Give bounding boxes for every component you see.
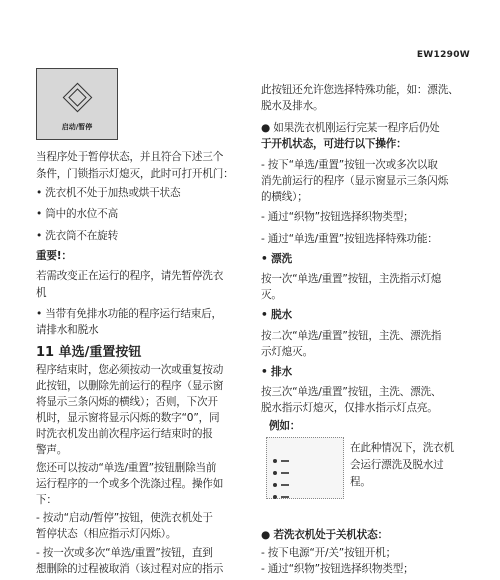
- section-11-heading: 11 单选/重置按钮: [36, 345, 142, 360]
- left-line-1: 条件，门锁指示灯熄灭，此时可打开机门：: [36, 168, 234, 180]
- right-line-17: 脱水指示灯熄灭，仅排水指示灯点亮。: [261, 402, 438, 414]
- right-line-13: 按二次“单选/重置”按钮，主洗、漂洗指: [261, 330, 442, 342]
- left-line-9: 请排水和脱水: [36, 324, 99, 336]
- spin-heading: • 脱水: [261, 309, 292, 321]
- left-bullet-1: • 洗衣机不处于加热或烘干状态: [36, 187, 181, 199]
- left-line-17: 您还可以按动“单选/重置”按钮删除当前: [36, 462, 217, 474]
- right-line-10: 按一次“单选/重置”按钮，主洗指示灯熄: [261, 273, 442, 285]
- left-bullet-2: • 筒中的水位不高: [36, 208, 118, 220]
- left-line-21: 暂停状态（相应指示灯闪烁）。: [36, 528, 177, 540]
- rinse-heading: • 漂洗: [261, 253, 292, 265]
- right-line-11: 灭。: [261, 289, 282, 301]
- left-line-16: 警声。: [36, 444, 68, 456]
- left-line-18: 运行程序的一个或多个洗涤过程。操作如: [36, 478, 224, 490]
- start-pause-icon: [63, 83, 93, 113]
- left-line-12: 此按钮，以删除先前运行的程序（显示窗: [36, 380, 224, 392]
- right-line-1: 脱水及排水。: [261, 100, 324, 112]
- right-line-22: ● 若洗衣机处于关机状态：: [261, 529, 388, 541]
- important-heading: 重要!：: [36, 250, 72, 262]
- left-line-23: 想删除的过程被取消（该过程对应的指示: [36, 563, 224, 575]
- right-line-2: ● 如果洗衣机刚运行完某一程序后仍处: [261, 122, 440, 134]
- start-pause-label: 启动/暂停: [61, 123, 93, 131]
- example-heading: 例如：: [269, 420, 301, 432]
- left-line-11: 程序结束时，您必须按动一次或重复按动: [36, 364, 224, 376]
- right-line-8: - 通过“单选/重置”按钮选择特殊功能：: [261, 233, 438, 245]
- right-line-4: - 按下“单选/重置”按钮一次或多次以取: [261, 159, 438, 171]
- model-number: EW1290W: [416, 50, 470, 60]
- right-line-6: 的横线）；: [261, 191, 308, 203]
- right-line-23: - 按下电源“开/关”按钮开机；: [261, 547, 397, 559]
- left-line-0: 当程序处于暂停状态，并且符合下述三个: [36, 151, 224, 163]
- left-line-7: 机: [36, 287, 47, 299]
- right-line-16: 按三次“单选/重置”按钮，主洗、漂洗、: [261, 386, 442, 398]
- right-line-5: 消先前运行的程序（显示窗显示三条闪烁: [261, 175, 449, 187]
- left-line-14: 机时，显示窗将显示闪烁的数字“0”，同: [36, 412, 220, 424]
- right-line-19: 在此种情况下，洗衣机: [350, 442, 454, 454]
- right-line-0: 此按钮还允许您选择特殊功能，如：漂洗、: [261, 84, 459, 96]
- left-line-19: 下：: [36, 494, 57, 506]
- left-line-15: 时洗衣机发出前次程序运行结束时的报: [36, 428, 213, 440]
- drain-heading: • 排水: [261, 366, 292, 378]
- right-line-3: 于开机状态，可进行以下操作：: [261, 138, 407, 150]
- right-line-21: 程。: [350, 476, 371, 488]
- left-line-6: 若需改变正在运行的程序，请先暂停洗衣: [36, 270, 224, 282]
- example-indicator-panel: [266, 437, 344, 499]
- left-line-22: - 按一次或多次“单选/重置”按钮，直到: [36, 547, 213, 559]
- left-line-20: - 按动“启动/暂停”按钮，使洗衣机处于: [36, 512, 213, 524]
- start-pause-icon-box: [36, 68, 118, 140]
- right-line-24: - 通过“织物”按钮选择织物类型；: [261, 563, 414, 575]
- left-bullet-3: • 洗衣筒不在旋转: [36, 230, 118, 242]
- left-line-13: 将显示三条闪烁的横线）；否则，下次开: [36, 396, 218, 408]
- right-line-14: 示灯熄灭。: [261, 346, 313, 358]
- left-line-8: • 当带有免排水功能的程序运行结束后，: [36, 308, 222, 320]
- right-line-7: - 通过“织物”按钮选择织物类型；: [261, 211, 414, 223]
- right-line-20: 会运行漂洗及脱水过: [350, 459, 444, 471]
